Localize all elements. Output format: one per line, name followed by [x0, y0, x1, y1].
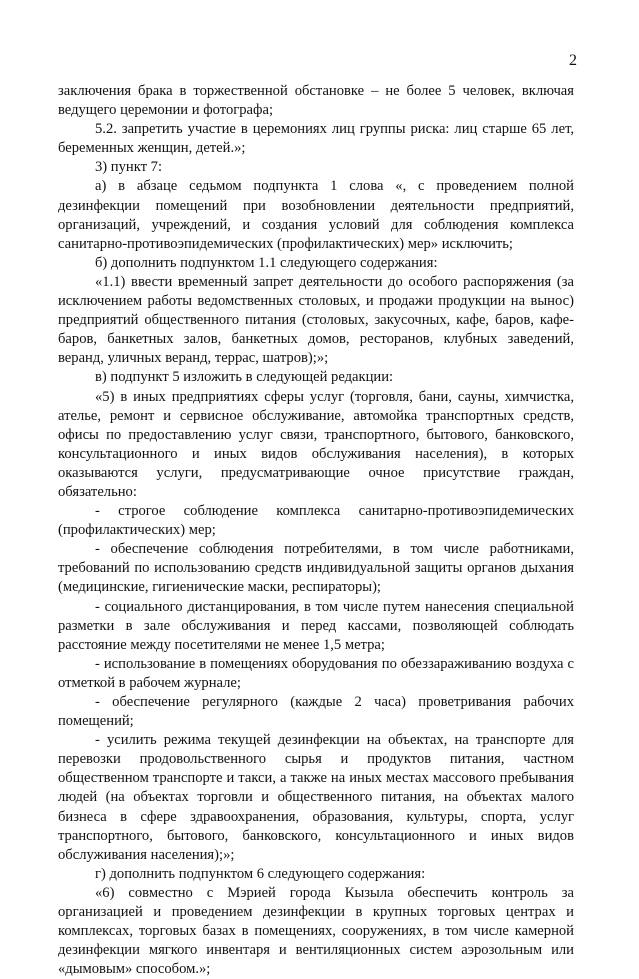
paragraph: - усилить режима текущей дезинфекции на объектах, на транспорте для перевозки продовольственного сырья и продуктов питания, частном общественном транспорте и такси, а также на иных местах массового пребывания людей (на объектах торговли и общественного питания, на объектах малого бизнеса в сфере здравоохранения, образования, культуры, спорта, услуг транспортного, бытового, банковского, консультационного и иных видов обслуживания населения);»;	[58, 732, 574, 863]
paragraph: в) подпункт 5 изложить в следующей редакции:	[95, 369, 394, 386]
paragraph: «5) в иных предприятиях сферы услуг (торговля, бани, сауны, химчистка, ателье, ремонт и сервисное обслуживание, автомойка транспортных средств, офисы по предоставлению услуг связи, транспортного, бытового, банковского, консультационного и иных видов обслуживания населения), в которых оказываются услуги, предусматривающие очное присутствие граждан, обязательно:	[58, 388, 574, 500]
paragraph: - обеспечение регулярного (каждые 2 часа) проветривания рабочих помещений;	[58, 694, 574, 730]
paragraph: - использование в помещениях оборудования по обеззараживанию воздуха с отметкой в рабочем журнале;	[58, 655, 574, 691]
paragraph: заключения брака в торжественной обстановке – не более 5 человек, включая ведущего церемонии и фотографа;	[58, 83, 574, 119]
paragraph: «1.1) ввести временный запрет деятельности до особого распоряжения (за исключением работы ведомственных столовых, и продажи продукции на вынос) предприятий общественного питания (столовых, закусочных, кафе, баров, кафе-баров, банкетных залов, банкетных домов, ресторанов, клубных заведений, веранд, уличных веранд, террас, шатров);»;	[58, 273, 574, 367]
paragraph: «6) совместно с Мэрией города Кызыла обеспечить контроль за организацией и проведением дезинфекции в крупных торговых центрах и комплексах, торговых базах в помещениях, сооружениях, в том числе камерной дезинфекции мягкого инвентаря и вентиляционных систем аэрозольным или «дымовым» способом.»;	[58, 884, 574, 978]
paragraph: б) дополнить подпунктом 1.1 следующего содержания:	[95, 254, 438, 271]
paragraph: а) в абзаце седьмом подпункта 1 слова «, с проведением полной дезинфекции помещений при возобновлении деятельности предприятий, организаций, учреждений, и создания условий для соблюдения комплекса санитарно-противоэпидемических (профилактических) мер» исключить;	[58, 178, 574, 252]
page-number: 2	[569, 52, 577, 69]
document-body	[58, 82, 574, 979]
paragraph: - строгое соблюдение комплекса санитарно-противоэпидемических (профилактических) мер;	[58, 503, 574, 539]
paragraph: г) дополнить подпунктом 6 следующего содержания:	[95, 865, 426, 882]
paragraph: - социального дистанцирования, в том числе путем нанесения специальной разметки в зале обслуживания и перед кассами, позволяющей соблюдать расстояние между посетителями не менее 1,5 метра;	[58, 598, 574, 653]
paragraph: 5.2. запретить участие в церемониях лиц группы риска: лиц старше 65 лет, беременных женщин, детей.»;	[58, 121, 574, 157]
paragraph: 3) пункт 7:	[95, 159, 162, 176]
paragraph: - обеспечение соблюдения потребителями, в том числе работниками, требований по использованию средств индивидуальной защиты органов дыхания (медицинские, гигиенические маски, респираторы);	[58, 541, 574, 596]
